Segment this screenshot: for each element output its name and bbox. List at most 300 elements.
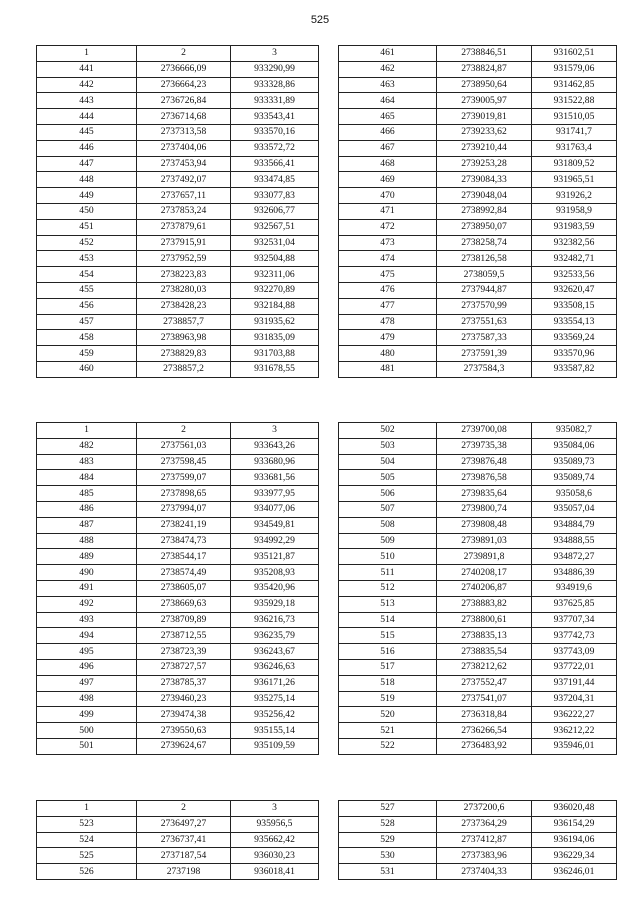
- x-coordinate: 2739084,33: [437, 172, 532, 188]
- point-number: 454: [37, 267, 137, 283]
- x-coordinate: 2739891,03: [437, 533, 532, 549]
- x-coordinate: 2739808,48: [437, 517, 532, 533]
- x-coordinate: 2738846,51: [437, 46, 532, 62]
- y-coordinate: 933566,41: [231, 156, 319, 172]
- x-coordinate: 2736714,68: [137, 109, 231, 125]
- y-coordinate: 932184,88: [231, 298, 319, 314]
- point-number: 513: [339, 596, 437, 612]
- table-row: [339, 219, 617, 235]
- point-number: 488: [37, 533, 137, 549]
- table-row: [37, 438, 319, 454]
- point-number: 489: [37, 549, 137, 565]
- y-coordinate: 933643,26: [231, 438, 319, 454]
- y-coordinate: 933290,99: [231, 61, 319, 77]
- point-number: 476: [339, 282, 437, 298]
- table-row: [37, 314, 319, 330]
- table-row: [339, 832, 617, 848]
- y-coordinate: 931522,88: [532, 93, 617, 109]
- y-coordinate: 931579,06: [532, 61, 617, 77]
- x-coordinate: 2739800,74: [437, 501, 532, 517]
- column-header: 3: [231, 46, 319, 62]
- table-row: [339, 172, 617, 188]
- y-coordinate: 934884,79: [532, 517, 617, 533]
- point-number: 518: [339, 675, 437, 691]
- table-row: [37, 738, 319, 754]
- x-coordinate: 2737551,63: [437, 314, 532, 330]
- point-number: 451: [37, 219, 137, 235]
- table-row: [339, 156, 617, 172]
- point-number: 450: [37, 203, 137, 219]
- coordinate-table-left: [36, 800, 319, 880]
- table-row: [339, 723, 617, 739]
- y-coordinate: 933331,89: [231, 93, 319, 109]
- x-coordinate: 2738829,83: [137, 346, 231, 362]
- x-coordinate: 2738835,13: [437, 628, 532, 644]
- point-number: 521: [339, 723, 437, 739]
- table-row: [37, 691, 319, 707]
- table-row: [37, 61, 319, 77]
- point-number: 466: [339, 124, 437, 140]
- table-row: [339, 848, 617, 864]
- y-coordinate: 933328,86: [231, 77, 319, 93]
- y-coordinate: 931809,52: [532, 156, 617, 172]
- y-coordinate: 936246,63: [231, 659, 319, 675]
- y-coordinate: 936171,26: [231, 675, 319, 691]
- y-coordinate: 935121,87: [231, 549, 319, 565]
- point-number: 444: [37, 109, 137, 125]
- y-coordinate: 931935,62: [231, 314, 319, 330]
- x-coordinate: 2739735,38: [437, 438, 532, 454]
- y-coordinate: 935662,42: [231, 832, 319, 848]
- point-number: 491: [37, 580, 137, 596]
- point-number: 520: [339, 707, 437, 723]
- point-number: 453: [37, 251, 137, 267]
- point-number: 528: [339, 816, 437, 832]
- y-coordinate: 936154,29: [532, 816, 617, 832]
- page-number: 525: [310, 14, 330, 26]
- table-row: [339, 801, 617, 817]
- column-header: 1: [37, 423, 137, 439]
- y-coordinate: 935084,06: [532, 438, 617, 454]
- point-number: 504: [339, 454, 437, 470]
- table-row: [339, 816, 617, 832]
- y-coordinate: 931965,51: [532, 172, 617, 188]
- x-coordinate: 2737552,47: [437, 675, 532, 691]
- y-coordinate: 933554,13: [532, 314, 617, 330]
- y-coordinate: 931958,9: [532, 203, 617, 219]
- y-coordinate: 932567,51: [231, 219, 319, 235]
- x-coordinate: 2738712,55: [137, 628, 231, 644]
- x-coordinate: 2739624,67: [137, 738, 231, 754]
- y-coordinate: 934872,27: [532, 549, 617, 565]
- point-number: 478: [339, 314, 437, 330]
- table-row: [339, 361, 617, 377]
- table-row: [339, 565, 617, 581]
- x-coordinate: 2738950,07: [437, 219, 532, 235]
- table-header-row: [37, 46, 319, 62]
- table-row: [37, 580, 319, 596]
- y-coordinate: 934549,81: [231, 517, 319, 533]
- table-header-row: [37, 423, 319, 439]
- x-coordinate: 2738883,82: [437, 596, 532, 612]
- table-row: [339, 46, 617, 62]
- point-number: 459: [37, 346, 137, 362]
- x-coordinate: 2738059,5: [437, 267, 532, 283]
- table-row: [339, 628, 617, 644]
- table-row: [339, 140, 617, 156]
- y-coordinate: 933570,16: [231, 124, 319, 140]
- point-number: 493: [37, 612, 137, 628]
- table-row: [339, 124, 617, 140]
- y-coordinate: 933572,72: [231, 140, 319, 156]
- x-coordinate: 2738126,58: [437, 251, 532, 267]
- point-number: 443: [37, 93, 137, 109]
- point-number: 516: [339, 644, 437, 660]
- y-coordinate: 936030,23: [231, 848, 319, 864]
- y-coordinate: 935275,14: [231, 691, 319, 707]
- y-coordinate: 935057,04: [532, 501, 617, 517]
- y-coordinate: 933508,15: [532, 298, 617, 314]
- x-coordinate: 2736318,84: [437, 707, 532, 723]
- table-row: [37, 124, 319, 140]
- x-coordinate: 2738280,03: [137, 282, 231, 298]
- x-coordinate: 2736726,84: [137, 93, 231, 109]
- x-coordinate: 2737404,06: [137, 140, 231, 156]
- y-coordinate: 936235,79: [231, 628, 319, 644]
- table-row: [37, 864, 319, 880]
- y-coordinate: 931926,2: [532, 188, 617, 204]
- y-coordinate: 932382,56: [532, 235, 617, 251]
- point-number: 485: [37, 486, 137, 502]
- point-number: 507: [339, 501, 437, 517]
- x-coordinate: 2737853,24: [137, 203, 231, 219]
- x-coordinate: 2737198: [137, 864, 231, 880]
- x-coordinate: 2739005,97: [437, 93, 532, 109]
- table-row: [339, 486, 617, 502]
- table-row: [339, 346, 617, 362]
- y-coordinate: 936216,73: [231, 612, 319, 628]
- table-row: [37, 612, 319, 628]
- point-number: 477: [339, 298, 437, 314]
- coordinate-table-right: [338, 800, 617, 880]
- x-coordinate: 2738669,63: [137, 596, 231, 612]
- x-coordinate: 2739876,48: [437, 454, 532, 470]
- point-number: 494: [37, 628, 137, 644]
- point-number: 455: [37, 282, 137, 298]
- table-row: [37, 235, 319, 251]
- x-coordinate: 2738544,17: [137, 549, 231, 565]
- y-coordinate: 935208,93: [231, 565, 319, 581]
- point-number: 470: [339, 188, 437, 204]
- y-coordinate: 936194,06: [532, 832, 617, 848]
- table-row: [339, 580, 617, 596]
- point-number: 490: [37, 565, 137, 581]
- point-number: 530: [339, 848, 437, 864]
- table-row: [339, 203, 617, 219]
- x-coordinate: 2737944,87: [437, 282, 532, 298]
- x-coordinate: 2738709,89: [137, 612, 231, 628]
- point-number: 529: [339, 832, 437, 848]
- table-row: [37, 816, 319, 832]
- point-number: 462: [339, 61, 437, 77]
- y-coordinate: 936246,01: [532, 864, 617, 880]
- y-coordinate: 931741,7: [532, 124, 617, 140]
- point-number: 458: [37, 330, 137, 346]
- y-coordinate: 932270,89: [231, 282, 319, 298]
- point-number: 526: [37, 864, 137, 880]
- x-coordinate: 2738212,62: [437, 659, 532, 675]
- y-coordinate: 933474,85: [231, 172, 319, 188]
- table-row: [37, 723, 319, 739]
- x-coordinate: 2738723,39: [137, 644, 231, 660]
- x-coordinate: 2737587,33: [437, 330, 532, 346]
- table-row: [339, 282, 617, 298]
- column-header: 2: [137, 423, 231, 439]
- point-number: 519: [339, 691, 437, 707]
- point-number: 503: [339, 438, 437, 454]
- table-row: [37, 501, 319, 517]
- table-row: [37, 707, 319, 723]
- y-coordinate: 934888,55: [532, 533, 617, 549]
- x-coordinate: 2737994,07: [137, 501, 231, 517]
- x-coordinate: 2738824,87: [437, 61, 532, 77]
- column-header: 3: [231, 801, 319, 817]
- x-coordinate: 2739253,28: [437, 156, 532, 172]
- y-coordinate: 933977,95: [231, 486, 319, 502]
- y-coordinate: 935109,59: [231, 738, 319, 754]
- y-coordinate: 933543,41: [231, 109, 319, 125]
- y-coordinate: 932620,47: [532, 282, 617, 298]
- point-number: 465: [339, 109, 437, 125]
- point-number: 448: [37, 172, 137, 188]
- table-row: [339, 314, 617, 330]
- point-number: 498: [37, 691, 137, 707]
- coordinate-table-left: [36, 45, 319, 378]
- y-coordinate: 932311,06: [231, 267, 319, 283]
- y-coordinate: 931763,4: [532, 140, 617, 156]
- y-coordinate: 937191,44: [532, 675, 617, 691]
- table-row: [37, 848, 319, 864]
- y-coordinate: 933569,24: [532, 330, 617, 346]
- table-row: [339, 438, 617, 454]
- y-coordinate: 936212,22: [532, 723, 617, 739]
- x-coordinate: 2738223,83: [137, 267, 231, 283]
- x-coordinate: 2739891,8: [437, 549, 532, 565]
- y-coordinate: 937707,34: [532, 612, 617, 628]
- point-number: 471: [339, 203, 437, 219]
- table-row: [339, 298, 617, 314]
- y-coordinate: 936222,27: [532, 707, 617, 723]
- y-coordinate: 932531,04: [231, 235, 319, 251]
- table-row: [339, 691, 617, 707]
- table-row: [339, 267, 617, 283]
- point-number: 508: [339, 517, 437, 533]
- point-number: 524: [37, 832, 137, 848]
- y-coordinate: 935089,74: [532, 470, 617, 486]
- point-number: 506: [339, 486, 437, 502]
- point-number: 475: [339, 267, 437, 283]
- y-coordinate: 935956,5: [231, 816, 319, 832]
- point-number: 461: [339, 46, 437, 62]
- x-coordinate: 2739876,58: [437, 470, 532, 486]
- x-coordinate: 2739550,63: [137, 723, 231, 739]
- table-row: [37, 361, 319, 377]
- x-coordinate: 2737570,99: [437, 298, 532, 314]
- point-number: 441: [37, 61, 137, 77]
- y-coordinate: 931602,51: [532, 46, 617, 62]
- table-row: [37, 267, 319, 283]
- x-coordinate: 2736497,27: [137, 816, 231, 832]
- table-row: [339, 470, 617, 486]
- x-coordinate: 2738963,98: [137, 330, 231, 346]
- x-coordinate: 2737915,91: [137, 235, 231, 251]
- x-coordinate: 2738574,49: [137, 565, 231, 581]
- point-number: 509: [339, 533, 437, 549]
- x-coordinate: 2737313,58: [137, 124, 231, 140]
- x-coordinate: 2738258,74: [437, 235, 532, 251]
- y-coordinate: 934886,39: [532, 565, 617, 581]
- point-number: 514: [339, 612, 437, 628]
- point-number: 525: [37, 848, 137, 864]
- table-row: [37, 156, 319, 172]
- table-row: [339, 61, 617, 77]
- point-number: 486: [37, 501, 137, 517]
- x-coordinate: 2737599,07: [137, 470, 231, 486]
- table-row: [339, 675, 617, 691]
- x-coordinate: 2737952,59: [137, 251, 231, 267]
- y-coordinate: 935082,7: [532, 423, 617, 439]
- x-coordinate: 2740208,17: [437, 565, 532, 581]
- x-coordinate: 2737187,54: [137, 848, 231, 864]
- point-number: 468: [339, 156, 437, 172]
- table-row: [339, 501, 617, 517]
- table-row: [339, 549, 617, 565]
- x-coordinate: 2738950,64: [437, 77, 532, 93]
- point-number: 469: [339, 172, 437, 188]
- x-coordinate: 2740206,87: [437, 580, 532, 596]
- x-coordinate: 2739210,44: [437, 140, 532, 156]
- x-coordinate: 2738992,84: [437, 203, 532, 219]
- table-row: [339, 93, 617, 109]
- x-coordinate: 2739019,81: [437, 109, 532, 125]
- table-row: [339, 423, 617, 439]
- table-row: [339, 251, 617, 267]
- point-number: 517: [339, 659, 437, 675]
- point-number: 505: [339, 470, 437, 486]
- table-row: [339, 533, 617, 549]
- y-coordinate: 934077,06: [231, 501, 319, 517]
- x-coordinate: 2737541,07: [437, 691, 532, 707]
- table-row: [339, 596, 617, 612]
- y-coordinate: 931983,59: [532, 219, 617, 235]
- y-coordinate: 932504,88: [231, 251, 319, 267]
- table-row: [37, 330, 319, 346]
- table-row: [37, 486, 319, 502]
- x-coordinate: 2737453,94: [137, 156, 231, 172]
- y-coordinate: 933587,82: [532, 361, 617, 377]
- y-coordinate: 936018,41: [231, 864, 319, 880]
- column-header: 1: [37, 46, 137, 62]
- y-coordinate: 934992,29: [231, 533, 319, 549]
- table-row: [37, 470, 319, 486]
- x-coordinate: 2738605,07: [137, 580, 231, 596]
- y-coordinate: 937722,01: [532, 659, 617, 675]
- y-coordinate: 936243,67: [231, 644, 319, 660]
- table-row: [37, 628, 319, 644]
- table-row: [37, 346, 319, 362]
- y-coordinate: 933077,83: [231, 188, 319, 204]
- table-row: [37, 172, 319, 188]
- table-row: [37, 533, 319, 549]
- y-coordinate: 937625,85: [532, 596, 617, 612]
- x-coordinate: 2736266,54: [437, 723, 532, 739]
- x-coordinate: 2736666,09: [137, 61, 231, 77]
- x-coordinate: 2739048,04: [437, 188, 532, 204]
- y-coordinate: 934919,6: [532, 580, 617, 596]
- y-coordinate: 931510,05: [532, 109, 617, 125]
- table-row: [37, 203, 319, 219]
- y-coordinate: 937743,09: [532, 644, 617, 660]
- point-number: 492: [37, 596, 137, 612]
- table-row: [339, 330, 617, 346]
- point-number: 447: [37, 156, 137, 172]
- point-number: 467: [339, 140, 437, 156]
- table-row: [339, 517, 617, 533]
- y-coordinate: 935929,18: [231, 596, 319, 612]
- y-coordinate: 935155,14: [231, 723, 319, 739]
- table-row: [339, 109, 617, 125]
- y-coordinate: 933681,56: [231, 470, 319, 486]
- point-number: 523: [37, 816, 137, 832]
- y-coordinate: 937204,31: [532, 691, 617, 707]
- x-coordinate: 2737383,96: [437, 848, 532, 864]
- point-number: 446: [37, 140, 137, 156]
- point-number: 500: [37, 723, 137, 739]
- y-coordinate: 933570,96: [532, 346, 617, 362]
- point-number: 482: [37, 438, 137, 454]
- point-number: 452: [37, 235, 137, 251]
- point-number: 531: [339, 864, 437, 880]
- point-number: 499: [37, 707, 137, 723]
- x-coordinate: 2737561,03: [137, 438, 231, 454]
- x-coordinate: 2739460,23: [137, 691, 231, 707]
- table-row: [339, 659, 617, 675]
- point-number: 456: [37, 298, 137, 314]
- coordinate-table-right: [338, 45, 617, 378]
- x-coordinate: 2739474,38: [137, 707, 231, 723]
- table-row: [339, 235, 617, 251]
- point-number: 479: [339, 330, 437, 346]
- x-coordinate: 2738474,73: [137, 533, 231, 549]
- point-number: 473: [339, 235, 437, 251]
- column-header: 1: [37, 801, 137, 817]
- point-number: 510: [339, 549, 437, 565]
- y-coordinate: 935946,01: [532, 738, 617, 754]
- x-coordinate: 2738835,54: [437, 644, 532, 660]
- point-number: 442: [37, 77, 137, 93]
- point-number: 463: [339, 77, 437, 93]
- column-header: 2: [137, 46, 231, 62]
- table-header-row: [37, 801, 319, 817]
- y-coordinate: 935256,42: [231, 707, 319, 723]
- point-number: 472: [339, 219, 437, 235]
- table-row: [37, 832, 319, 848]
- y-coordinate: 931462,85: [532, 77, 617, 93]
- x-coordinate: 2738857,7: [137, 314, 231, 330]
- table-row: [339, 77, 617, 93]
- point-number: 512: [339, 580, 437, 596]
- x-coordinate: 2737200,6: [437, 801, 532, 817]
